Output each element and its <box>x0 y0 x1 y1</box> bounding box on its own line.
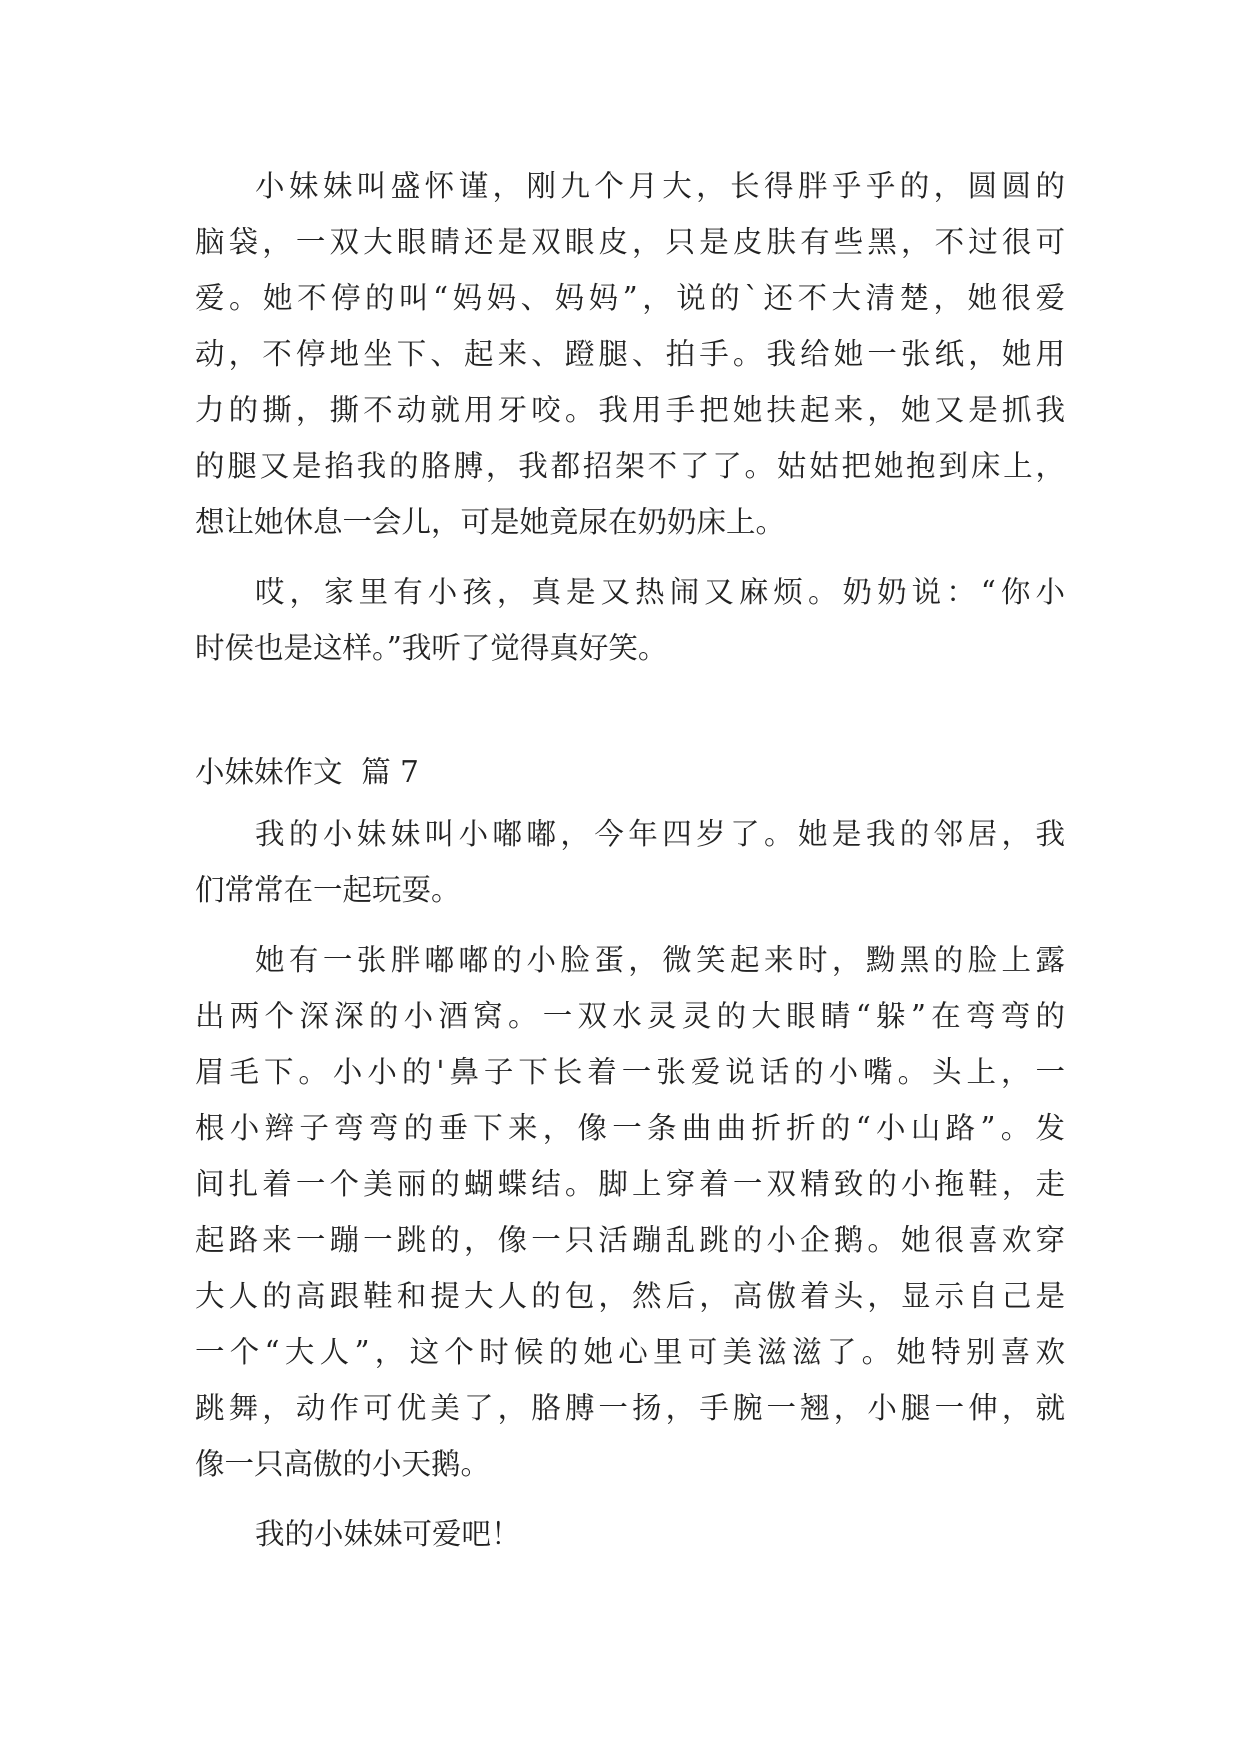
text-line: 脑袋，一双大眼睛还是双眼皮，只是皮肤有些黑，不过很可 <box>195 225 1065 259</box>
text-line: 根小辫子弯弯的垂下来，像一条曲曲折折的“小山路”。发 <box>195 1111 1065 1145</box>
text-line: 哎，家里有小孩，真是又热闹又麻烦。奶奶说：“你小 <box>255 575 1065 609</box>
text-line: 她有一张胖嘟嘟的小脸蛋，微笑起来时，黝黑的脸上露 <box>255 943 1065 977</box>
text-line: 动，不停地坐下、起来、蹬腿、拍手。我给她一张纸，她用 <box>195 337 1065 371</box>
text-line: 大人的高跟鞋和提大人的包，然后，高傲着头，显示自己是 <box>195 1279 1065 1313</box>
text-line: 力的撕，撕不动就用牙咬。我用手把她扶起来，她又是抓我 <box>195 393 1065 427</box>
text-line: 一个“大人”，这个时候的她心里可美滋滋了。她特别喜欢 <box>195 1335 1065 1369</box>
text-line: 我的小妹妹叫小嘟嘟，今年四岁了。她是我的邻居，我 <box>255 817 1065 851</box>
text-line: 跳舞，动作可优美了，胳膊一扬，手腕一翘，小腿一伸，就 <box>195 1391 1065 1425</box>
text-line: 眉毛下。小小的'鼻子下长着一张爱说话的小嘴。头上，一 <box>195 1055 1065 1089</box>
text-line: 起路来一蹦一跳的，像一只活蹦乱跳的小企鹅。她很喜欢穿 <box>195 1223 1065 1257</box>
text-line: 间扎着一个美丽的蝴蝶结。脚上穿着一双精致的小拖鞋，走 <box>195 1167 1065 1201</box>
text-line: 爱。她不停的叫“妈妈、妈妈”，说的`还不大清楚，她很爱 <box>195 281 1065 315</box>
text-line: 时侯也是这样。”我听了觉得真好笑。 <box>195 631 668 665</box>
text-line: 小妹妹叫盛怀谨，刚九个月大，长得胖乎乎的，圆圆的 <box>255 169 1065 203</box>
text-line: 想让她休息一会儿，可是她竟尿在奶奶床上。 <box>195 505 786 539</box>
text-line: 的腿又是掐我的胳膊，我都招架不了了。姑姑把她抱到床上， <box>195 449 1065 483</box>
text-line: 出两个深深的小酒窝。一双水灵灵的大眼睛“躲”在弯弯的 <box>195 999 1065 1033</box>
essay-title: 小妹妹作文 篇 7 <box>195 755 419 789</box>
text-line: 们常常在一起玩耍。 <box>195 873 461 907</box>
text-line: 我的小妹妹可爱吧！ <box>255 1517 521 1551</box>
text-line: 像一只高傲的小天鹅。 <box>195 1447 491 1481</box>
